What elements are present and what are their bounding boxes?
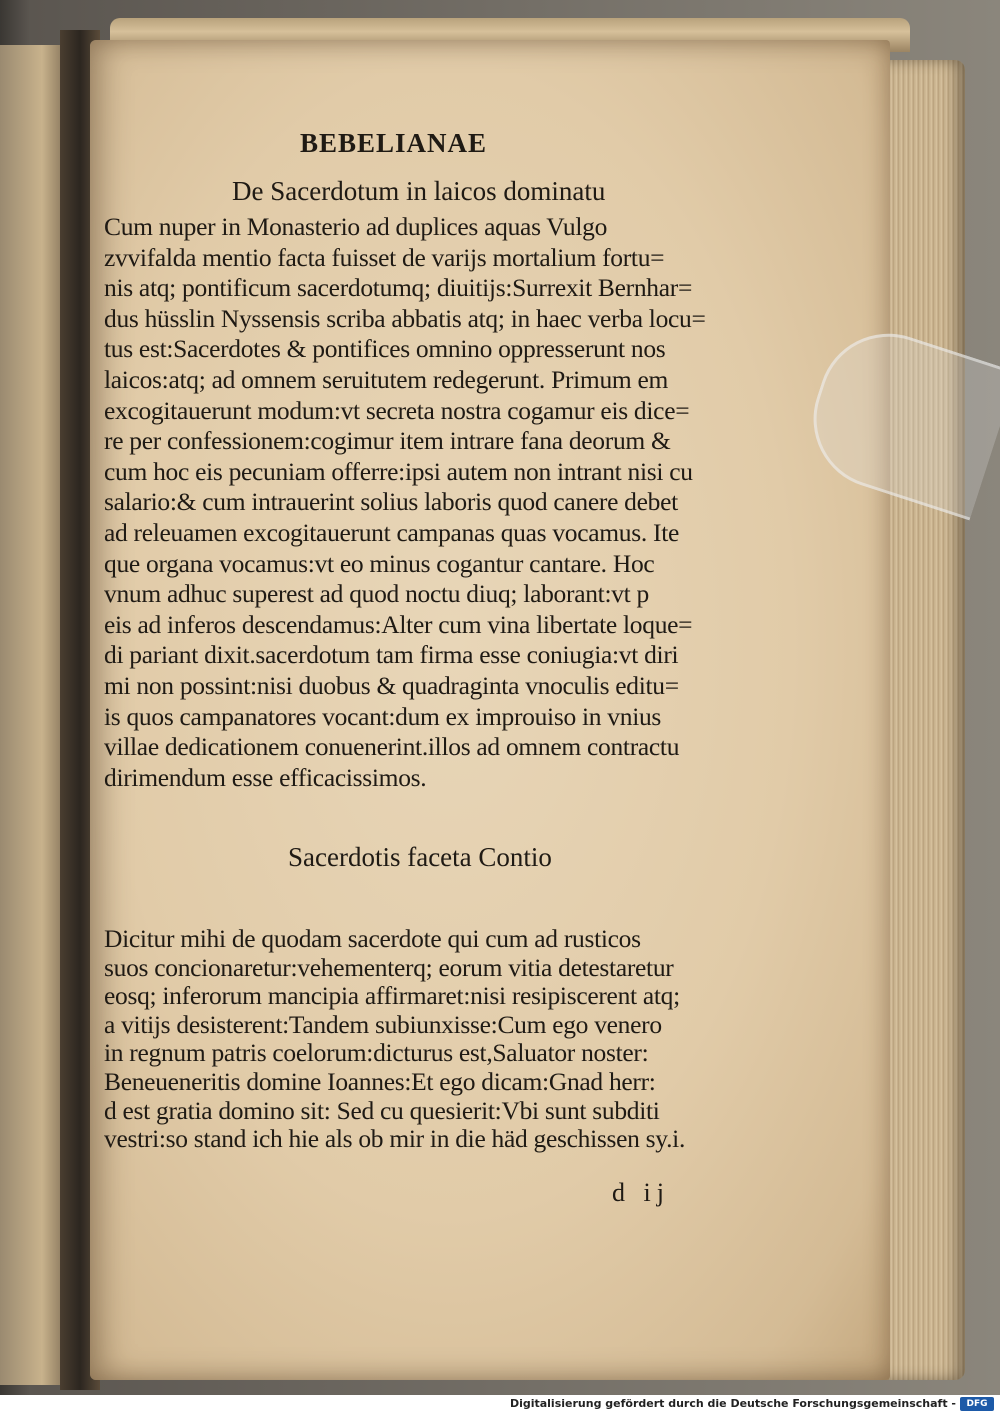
text-line: que organa vocamus:vt eo minus cogantur cantare. Hoc [104,548,655,578]
text-line: dus hüsslin Nyssensis scriba abbatis atq; in haec verba locu= [104,303,706,333]
text-line: laicos:atq; ad omnem seruitutem redegerunt. Primum em [104,364,669,394]
text-line: villae dedicationem conuenerint.illos ad omnem contractu [104,732,680,762]
text-line: a vitijs desisterent:Tandem subiunxisse:Cum ego venero [104,1009,662,1039]
text-line: salario:& cum intrauerint solius laboris quod canere debet [104,487,678,517]
text-line: Dicitur mihi de quodam sacerdote qui cum ad rusticos [104,924,641,953]
running-head: BEBELIANAE [300,128,488,158]
footer-bar [0,1395,1000,1414]
text-line: vestri:so stand ich hie als ob mir in die häd geschissen sy.i. [104,1124,686,1154]
text-line: eosq; inferorum mancipia affirmaret:nisi resipiscerent atq; [104,981,680,1011]
text-line: nis atq; pontificum sacerdotumq; diuitijs:Surrexit Bernhar= [104,273,693,303]
text-line: suos concionaretur:vehementerq; eorum vitia detestaretur [104,952,674,982]
section1-body [104,212,734,793]
text-line: tus est:Sacerdotes & pontifices omnino oppresserunt nos [104,334,666,364]
text-line: ad releuamen excogitauerunt campanas quas vocamus. Ite [104,517,680,547]
signature-mark: d ij [612,1178,670,1207]
text-line: dirimendum esse efficacissimos. [104,762,427,792]
text-line: d est gratia domino sit: Sed cu quesierit:Vbi sunt subditi [104,1095,660,1125]
section1-title: De Sacerdotum in laicos dominatu [232,176,606,206]
text-line: vnum adhuc superest ad quod noctu diuq; laborant:vt p [104,579,649,609]
text-line: zvvifalda mentio facta fuisset de varijs mortalium fortu= [104,242,665,272]
dfg-logo-icon[interactable]: DFG [960,1397,994,1411]
footer-credit: Digitalisierung gefördert durch die Deutsche Forschungsgemeinschaft - [509,1397,956,1410]
text-line: cum hoc eis pecuniam offerre:ipsi autem non intrant nisi cu [104,456,693,486]
text-line: re per confessionem:cogimur item intrare fana deorum & [104,426,671,456]
section2-title: Sacerdotis faceta Contio [288,842,552,872]
text-line: eis ad inferos descendamus:Alter cum vina libertate loque= [104,609,693,639]
text-line: mi non possint:nisi duobus & quadraginta vnoculis editu= [104,670,679,700]
text-line: excogitauerunt modum:vt secreta nostra cogamur eis dice= [104,395,690,425]
text-line: di pariant dixit.sacerdotum tam firma esse coniugia:vt diri [104,640,679,670]
text-line: in regnum patris coelorum:dicturus est,Saluator noster: [104,1038,649,1068]
text-line: is quos campanatores vocant:dum ex improuiso in vnius [104,701,662,731]
text-line: Cum nuper in Monasterio ad duplices aquas Vulgo [104,212,608,241]
page-stack-edge [885,60,965,1380]
section2-body [104,925,734,1154]
text-line: Beneueneritis domine Ioannes:Et ego dicam:Gnad herr: [104,1066,656,1096]
